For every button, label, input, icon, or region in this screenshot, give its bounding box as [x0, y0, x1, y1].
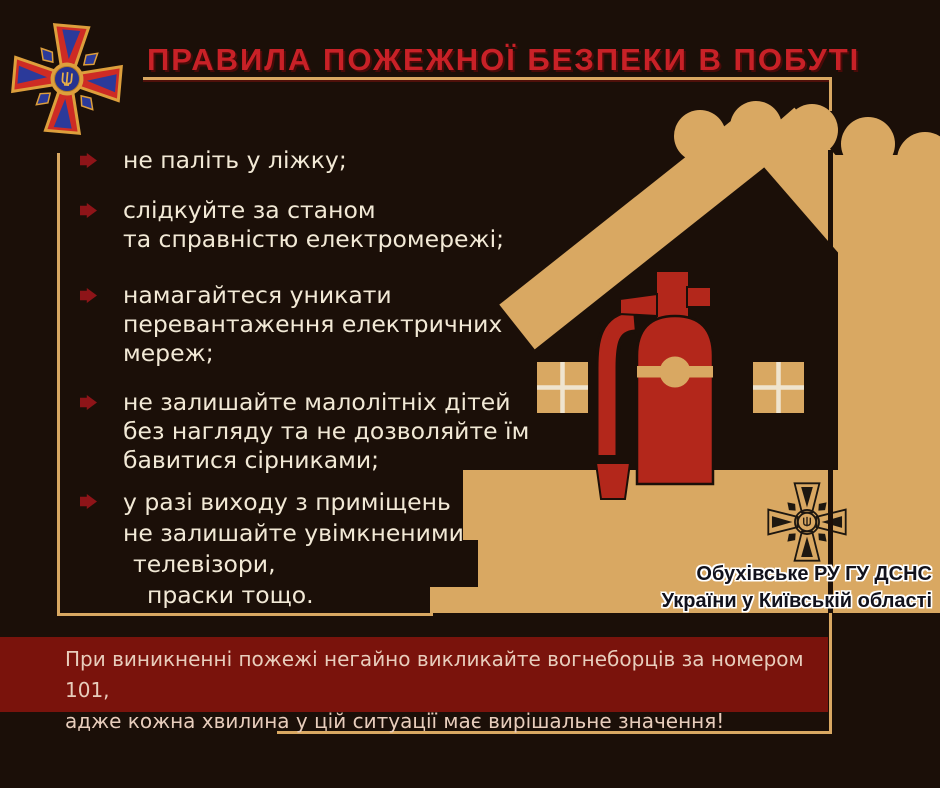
rule-item: [80, 146, 347, 175]
arrow-bullet-icon: [80, 153, 97, 168]
frame-left-line: [57, 153, 60, 615]
window-icon: [537, 362, 588, 413]
arrow-bullet-icon: [80, 395, 97, 410]
rule-text: бавитися сірниками;: [123, 446, 380, 474]
rule-text: не паліть у ліжку;: [123, 146, 347, 174]
rule-text: не залишайте увімкненими: [123, 519, 464, 547]
rule-text: намагайтеся уникати: [123, 281, 392, 309]
arrow-bullet-icon: [80, 288, 97, 303]
emergency-banner-text: [65, 644, 828, 737]
frame-right-line-bottom: [829, 613, 832, 733]
rule-text: перевантаження електричних: [123, 310, 503, 338]
rule-text: не залишайте малолітніх дітей: [123, 388, 511, 416]
banner-line-1: При виникненні пожежі негайно викликайте вогнеборців за номером 101,: [65, 647, 804, 702]
credit-line-1: Обухівське РУ ГУ ДСНС: [696, 563, 932, 585]
frame-bottom-left-line: [57, 613, 433, 616]
rule-item: [80, 196, 504, 254]
rule-text: телевізори,: [133, 550, 276, 578]
page-title: ПРАВИЛА ПОЖЕЖНОЇ БЕЗПЕКИ В ПОБУТІ: [147, 42, 861, 77]
rule-text: без нагляду та не дозволяйте їм: [123, 417, 530, 445]
frame-right-line-top: [829, 77, 832, 111]
dsns-emblem-icon: [10, 22, 125, 137]
frame-right-line-over-tan: [828, 150, 833, 613]
rule-text: у разі виходу з приміщень: [123, 488, 451, 516]
arrow-bullet-icon: [80, 203, 97, 218]
rule-text: мереж;: [123, 339, 214, 367]
arrow-bullet-icon: [80, 494, 97, 509]
rule-text: та справністю електромережі;: [123, 225, 505, 253]
rule-item: [80, 281, 502, 368]
rule-item: [80, 487, 464, 611]
rule-text: слідкуйте за станом: [123, 196, 376, 224]
rule-text: праски тощо.: [147, 581, 314, 609]
banner-line-2: адже кожна хвилина у цій ситуації має вирішальне значення!: [65, 709, 725, 733]
window-icon: [753, 362, 804, 413]
rule-item: [80, 388, 529, 475]
credit-line-2: України у Київській області: [661, 590, 932, 612]
fire-extinguisher-icon: [596, 271, 713, 499]
emergency-banner: [0, 637, 828, 733]
credit-text: [512, 561, 932, 615]
